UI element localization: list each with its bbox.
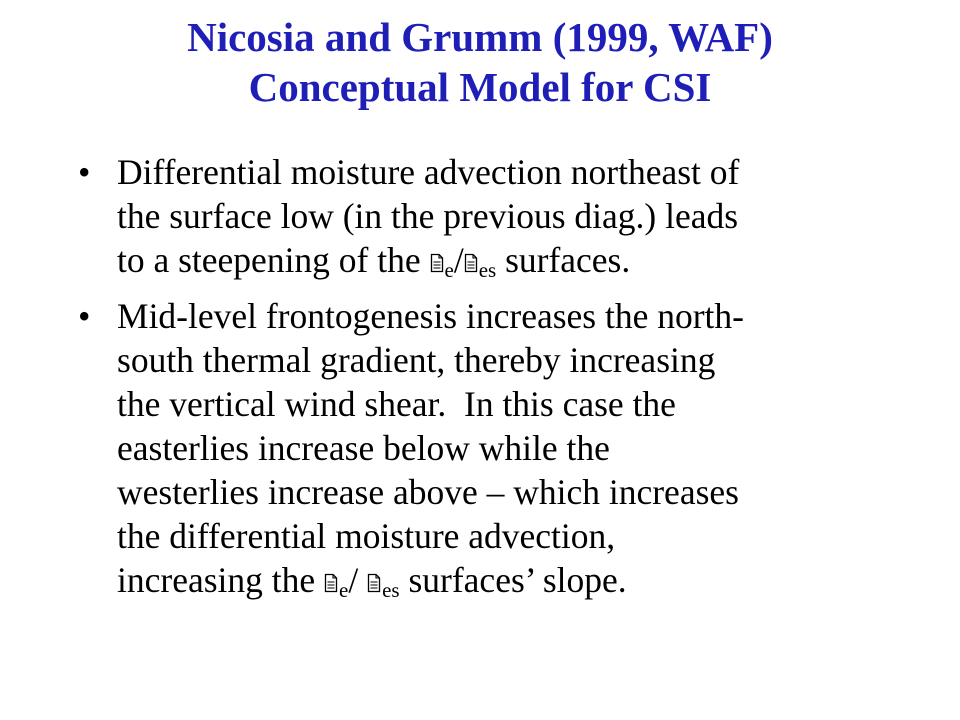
document-glyph-icon <box>324 573 338 593</box>
bullet-line: easterlies increase below while the <box>117 428 610 468</box>
bullet-text-fragment: surfaces’ slope. <box>399 560 627 600</box>
document-glyph-icon <box>367 573 381 593</box>
title-line-1: Nicosia and Grumm (1999, WAF) <box>187 14 773 60</box>
document-glyph-icon <box>430 253 444 273</box>
bullet-line: Differential moisture advection northeast of <box>117 152 740 192</box>
bullet-line: the vertical wind shear. In this case the <box>117 384 676 424</box>
separator: / <box>348 560 368 600</box>
slide-title <box>0 12 960 112</box>
title-line-2: Conceptual Model for CSI <box>248 64 712 110</box>
subscript-es: es <box>382 578 400 602</box>
bullet-item-1 <box>78 150 908 282</box>
subscript-e: e <box>339 578 349 602</box>
subscript-e: e <box>444 258 454 282</box>
bullet-list <box>78 150 908 614</box>
bullet-marker: • <box>78 296 91 336</box>
bullet-marker: • <box>78 152 91 192</box>
bullet-text-fragment: to a steepening of the <box>117 240 430 280</box>
bullet-text-fragment: increasing the <box>117 560 325 600</box>
document-glyph-icon <box>464 253 478 273</box>
bullet-line <box>117 238 908 282</box>
bullet-line: Mid-level frontogenesis increases the north- <box>117 296 744 336</box>
bullet-line: south thermal gradient, thereby increasing <box>117 340 716 380</box>
bullet-line: westerlies increase above – which increases <box>117 472 739 512</box>
bullet-item-2 <box>78 294 908 602</box>
subscript-es: es <box>478 258 497 282</box>
bullet-line: the surface low (in the previous diag.) leads <box>117 196 739 236</box>
bullet-line: the differential moisture advection, <box>117 516 616 556</box>
separator: / <box>453 240 464 280</box>
bullet-text-fragment: surfaces. <box>496 240 631 280</box>
bullet-line <box>117 558 908 602</box>
